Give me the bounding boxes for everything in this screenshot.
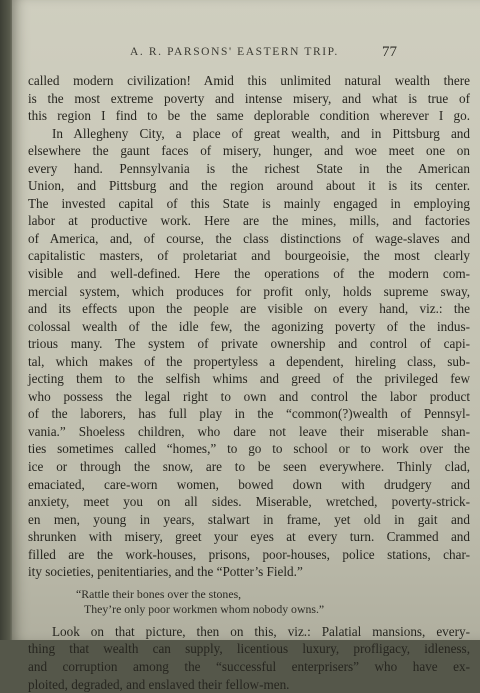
text-line: vania.” Shoeless children, who dare not leave their miserable shan- — [28, 423, 470, 441]
text-line: shrunken with misery, greet your eyes at every turn. Crammed and — [28, 528, 470, 546]
running-head: A. R. PARSONS' EASTERN TRIP. — [130, 46, 339, 58]
text-line: labor at productive work. Here are the mines, mills, and factories — [28, 212, 470, 230]
text-line: ice or through the snow, are to be seen everywhere. Thinly clad, — [28, 458, 470, 476]
verse-quote — [28, 587, 470, 617]
text-line: ploited, degraded, and enslaved their fellow-men. — [28, 676, 470, 693]
book-page — [12, 0, 480, 640]
text-line: elsewhere the gaunt faces of misery, hunger, and woe meet one on — [28, 142, 470, 160]
text-line: en men, young in years, stalwart in frame, yet old in gait and — [28, 511, 470, 529]
page-number: 77 — [382, 44, 397, 61]
text-line: jecting them to the selfish whims and greed of the privileged few — [28, 370, 470, 388]
text-line: The invested capital of this State is mainly engaged in employing — [28, 195, 470, 213]
paragraph-opening — [28, 72, 470, 125]
text-line: mercial system, which produces for profit only, holds supreme sway, — [28, 283, 470, 301]
text-line: and its effects upon the people are visible on every hand, viz.: the — [28, 300, 470, 318]
text-line: tal, which makes of the propertyless a dependent, hireling class, sub- — [28, 353, 470, 371]
text-line: ties sometimes called “homes,” to go to school or to work over the — [28, 440, 470, 458]
text-line: Look on that picture, then on this, viz.: Palatial mansions, every- — [28, 623, 470, 641]
text-line: In Allegheny City, a place of great wealth, and in Pittsburg and — [28, 125, 470, 143]
text-line: called modern civilization! Amid this unlimited natural wealth there — [28, 72, 470, 90]
text-line: capitalistic masters, of proletariat and bourgeoisie, the most clearly — [28, 247, 470, 265]
text-line: is the most extreme poverty and intense misery, and what is true of — [28, 90, 470, 108]
paragraph-closing — [28, 623, 470, 693]
quote-line: “Rattle their bones over the stones, — [28, 587, 470, 602]
text-line: colossal wealth of the idle few, the agonizing poverty of the indus- — [28, 318, 470, 336]
text-line: ity societies, penitentiaries, and the “Potter’s Field.” — [28, 563, 470, 581]
text-line: and corruption among the “successful enterprisers” who have ex- — [28, 658, 470, 676]
text-line: Union, and Pittsburg and the region around about it is its center. — [28, 177, 470, 195]
page-header — [12, 44, 480, 64]
quote-line: They’re only poor workmen whom nobody owns.” — [28, 602, 470, 617]
text-line: emaciated, care-worn women, bowed down with drudgery and — [28, 476, 470, 494]
text-line: this region I find to be the same deplorable condition wherever I go. — [28, 107, 470, 125]
text-line: who possess the legal right to own and control the labor product — [28, 388, 470, 406]
body-text — [28, 72, 470, 693]
text-line: of the laborers, has full play in the “common(?)wealth of Pennsyl- — [28, 405, 470, 423]
text-line: thing that wealth can supply, licentious luxury, profligacy, idleness, — [28, 640, 470, 658]
text-line: anxiety, meet you on all sides. Miserable, wretched, poverty-strick- — [28, 493, 470, 511]
paragraph-allegheny — [28, 125, 470, 581]
text-line: trious many. The system of private ownership and control of capi- — [28, 335, 470, 353]
text-line: of America, and, of course, the class distinctions of wage-slaves and — [28, 230, 470, 248]
text-line: visible and well-defined. Here the operations of the modern com- — [28, 265, 470, 283]
text-line: filled are the work-houses, prisons, poor-houses, police stations, char- — [28, 546, 470, 564]
text-line: every hand. Pennsylvania is the richest State in the American — [28, 160, 470, 178]
